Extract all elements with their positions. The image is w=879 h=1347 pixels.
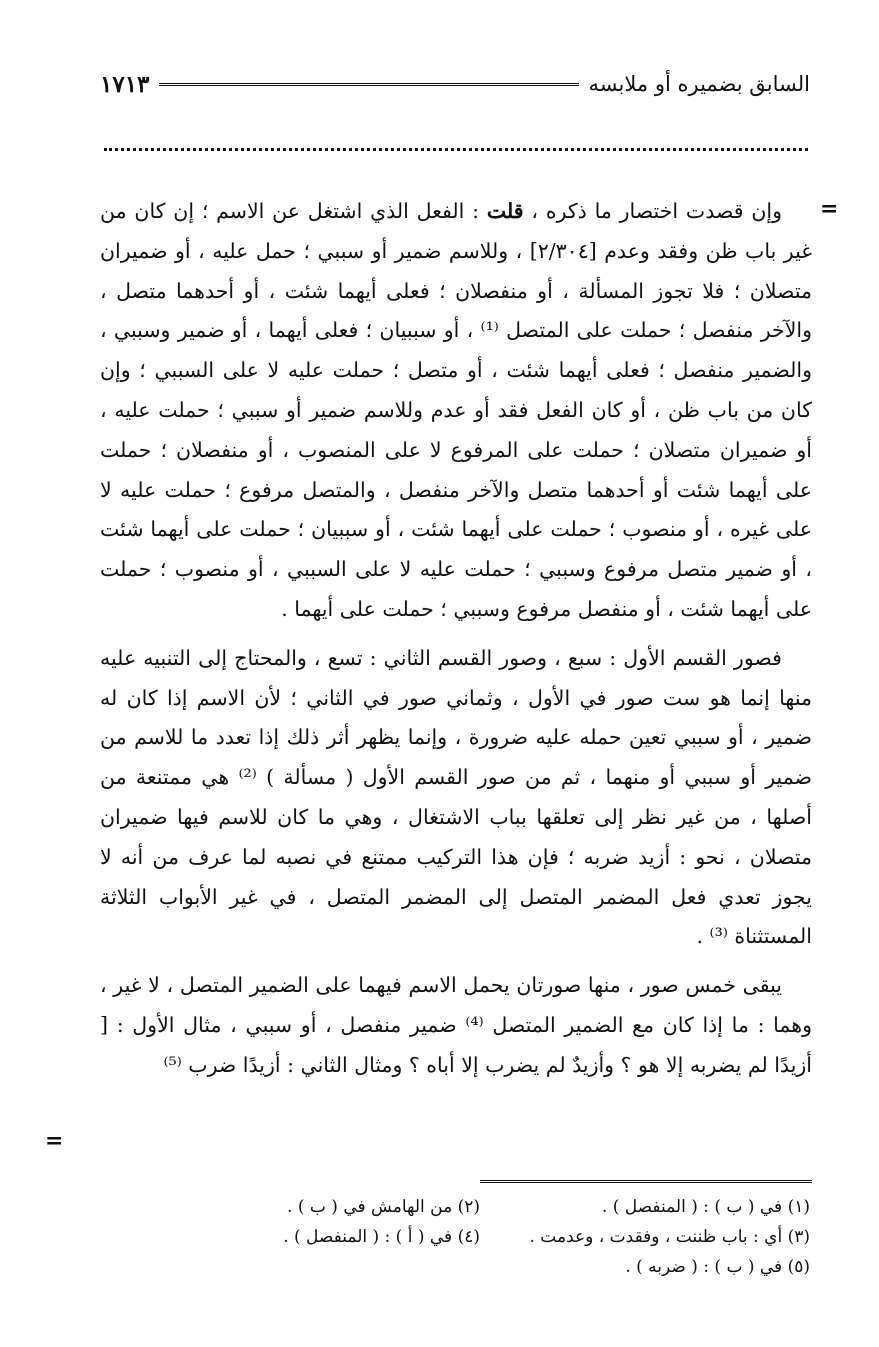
footnote-4: (٤) في ( أ ) : ( المنفصل ) . [283, 1227, 480, 1247]
continuation-mark-bottom: = [45, 1128, 64, 1154]
main-text [100, 192, 812, 1086]
footnote-1: (١) في ( ب ) : ( المنفصل ) . [601, 1197, 810, 1217]
bold-keyword: قلت [486, 199, 524, 223]
footnote-row [205, 1222, 810, 1252]
footnotes [205, 1192, 810, 1282]
continuation-mark-top: = [820, 196, 839, 222]
paragraph-text: فصور القسم الأول : سبع ، وصور القسم الثاني : تسع ، والمحتاج إلى التنبيه عليه منها إنما هو ست صور في الأول ، وثماني صور في الثاني ؛ لأن الاسم إذا كان له ضمير ، أو سببي تعين حمله عليه ضرورة ، وإنما يظهر أثر ذلك إذا تعدد ما للاسم من ضمير أو سببي أو منهما ، ثم من صور القسم الأول ( مسألة ) ⁽²⁾ هي ممتنعة من أصلها ، من غير نظر إلى تعلقها بباب الاشتغال ، وهي ما كان للاسم فيها ضميران متصلان ، نحو : أزيد ضربه ؛ فإن هذا التركيب ممتنع في نصبه لما عرف من أنه لا يجوز تعدي فعل المضمر المتصل إلى المضمر المتصل ، في غير الأبواب الثلاثة المستثناة ⁽³⁾ . [100, 645, 812, 949]
footnote-3: (٣) أي : باب ظننت ، وفقدت ، وعدمت . [529, 1227, 810, 1247]
footnote-row [205, 1192, 810, 1222]
paragraph-1 [100, 192, 812, 630]
page-header [100, 66, 810, 102]
paragraph-text: : الفعل الذي اشتغل عن الاسم ؛ إن كان من غير باب ظن وفقد وعدم [٢/٣٠٤] ، وللاسم ضمير أو سببي ؛ حمل عليه ، أو ضميران متصلان ؛ فلا تجوز المسألة ، أو منفصلان ؛ فعلى أيهما شئت ، أو أحدهما متصل ، والآخر منفصل ؛ حملت على المتصل ⁽¹⁾ ، أو سببيان ؛ فعلى أيهما ، أو ضمير وسببي ، والضمير منفصل ؛ فعلى أيهما شئت ، أو متصل ؛ حملت عليه لا على السببي ؛ وإن كان من باب ظن ، أو كان الفعل فقد أو عدم وللاسم ضمير أو سببي ؛ حملت عليه ، أو ضميران متصلان ؛ حملت على المرفوع لا على المنصوب ، أو منفصلان ؛ حملت على أيهما شئت أو أحدهما متصل والآخر منفصل ، والمتصل مرفوع ؛ حملت عليه لا على غيره ، أو منصوب ؛ حملت على أيهما شئت ، أو سببيان ؛ حملت على أيهما شئت ، أو ضمير متصل مرفوع وسببي ؛ حملت عليه لا على السببي ، أو منصوب ؛ حملت على أيهما شئت ، أو منفصل مرفوع وسببي ؛ حملت على أيهما . [100, 199, 812, 621]
footnote-rule [480, 1180, 812, 1183]
page-number: ١٧١٣ [100, 70, 150, 98]
running-title: السابق بضميره أو ملابسه [588, 72, 810, 96]
footnote-2: (٢) من الهامش في ( ب ) . [287, 1197, 480, 1217]
paragraph-text: يبقى خمس صور ، منها صورتان يحمل الاسم فيهما على الضمير المتصل ، لا غير ، وهما : ما إذا كان مع الضمير المتصل ⁽⁴⁾ ضمير منفصل ، أو سببي ، مثال الأول : [ أزيدًا لم يضربه إلا هو ؟ وأزيدٌ لم يضرب إلا أباه ؟ ومثال الثاني : أزيدًا ضرب ⁽⁵⁾ [100, 973, 812, 1077]
footnote-row [205, 1252, 810, 1282]
paragraph-2 [100, 639, 812, 957]
dotted-separator [104, 148, 808, 151]
header-double-rule [159, 83, 578, 86]
paragraph-3 [100, 966, 812, 1085]
paragraph-lead: وإن قصدت اختصار ما ذكره ، [523, 199, 782, 223]
footnote-5: (٥) في ( ب ) : ( ضربه ) . [625, 1257, 810, 1277]
